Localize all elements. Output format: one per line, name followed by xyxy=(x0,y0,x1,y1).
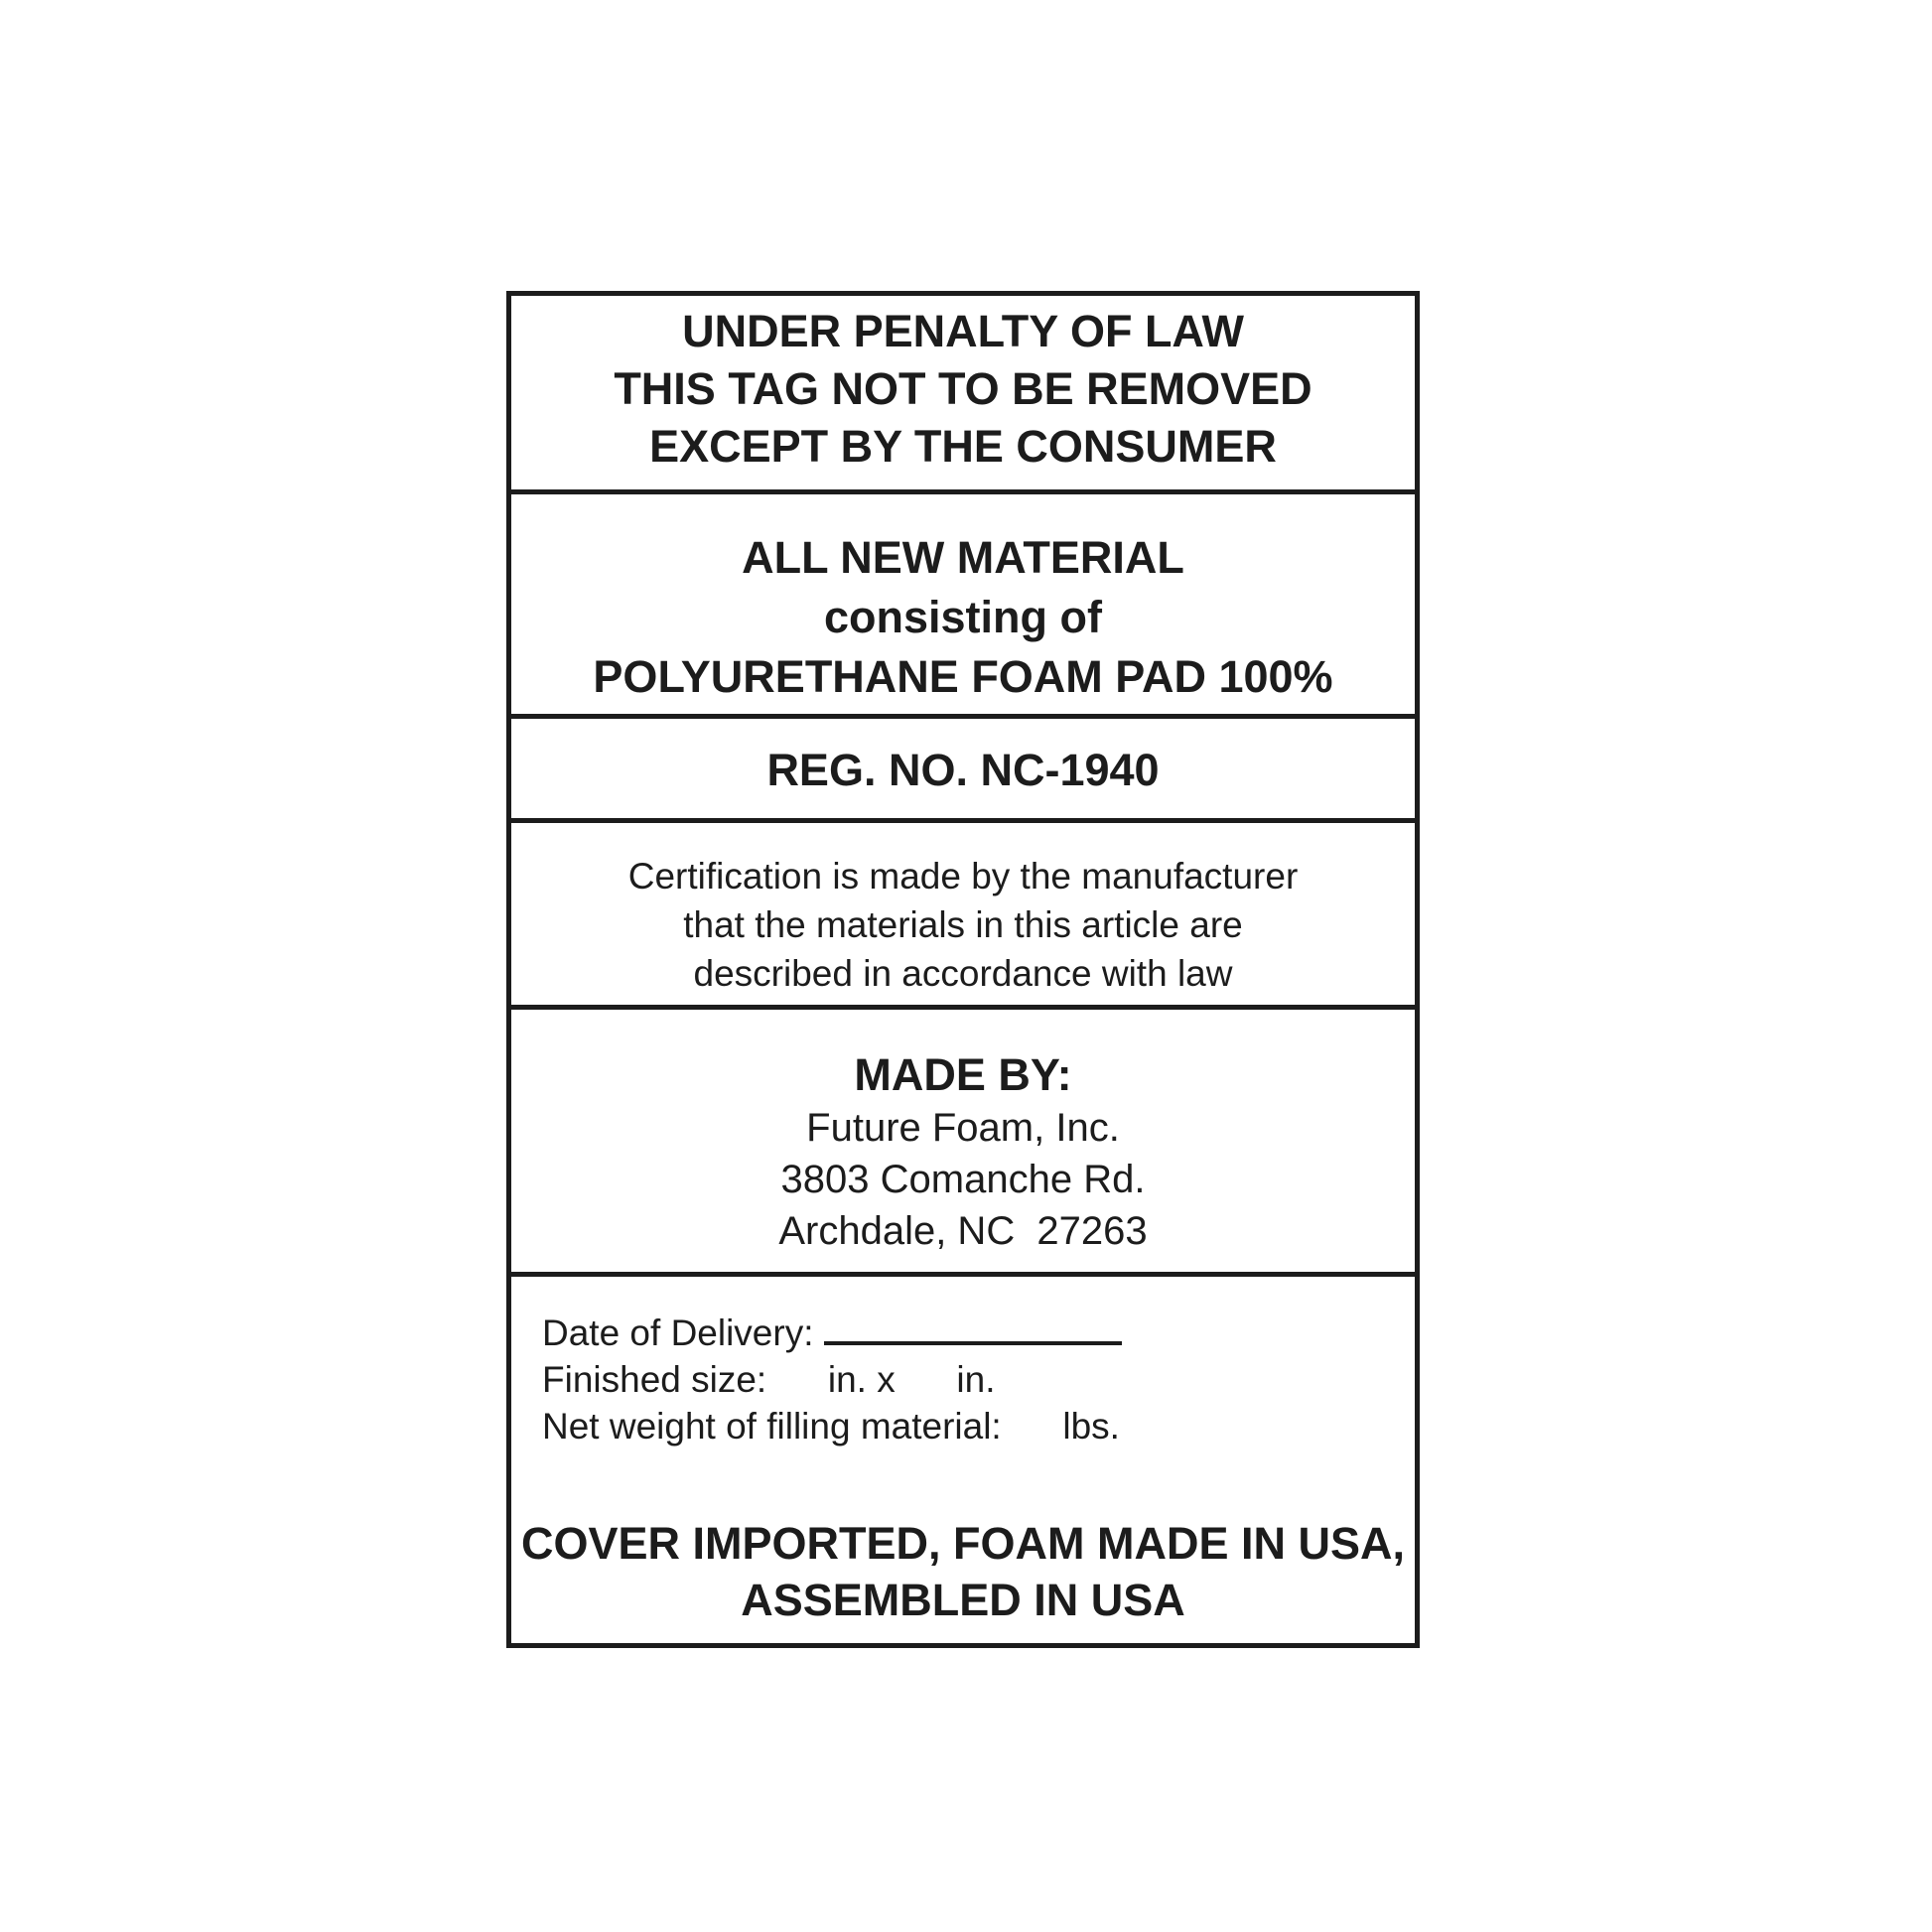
certification-line-1: Certification is made by the manufacturer xyxy=(627,856,1299,897)
penalty-line-1: UNDER PENALTY OF LAW xyxy=(682,306,1244,356)
date-of-delivery-row xyxy=(542,1308,1415,1356)
finished-size-row: Finished size: in. x in. xyxy=(542,1359,996,1400)
penalty-line-2: THIS TAG NOT TO BE REMOVED xyxy=(614,363,1312,414)
date-fill-in-line xyxy=(824,1308,1122,1345)
section-delivery-details xyxy=(511,1277,1415,1643)
material-line-2: consisting of xyxy=(824,592,1102,642)
manufacturer-street: 3803 Comanche Rd. xyxy=(780,1158,1146,1201)
penalty-line-3: EXCEPT BY THE CONSUMER xyxy=(649,421,1277,472)
material-line-1: ALL NEW MATERIAL xyxy=(742,532,1184,583)
origin-statement xyxy=(511,1515,1415,1628)
registration-number: REG. NO. NC-1940 xyxy=(766,745,1160,795)
made-by-heading: MADE BY: xyxy=(854,1049,1072,1100)
section-certification xyxy=(511,823,1415,1010)
material-line-3: POLYURETHANE FOAM PAD 100% xyxy=(593,651,1333,702)
section-made-by xyxy=(511,1010,1415,1277)
origin-line-1: COVER IMPORTED, FOAM MADE IN USA, xyxy=(520,1518,1406,1569)
delivery-fields xyxy=(511,1277,1415,1449)
origin-line-2: ASSEMBLED IN USA xyxy=(741,1575,1185,1625)
certification-line-2: that the materials in this article are xyxy=(683,904,1243,945)
manufacturer-city-state-zip: Archdale, NC 27263 xyxy=(778,1209,1148,1253)
section-material-contents xyxy=(511,494,1415,719)
section-registration-number xyxy=(511,719,1415,823)
date-of-delivery-label: Date of Delivery: xyxy=(542,1312,814,1353)
net-weight-row: Net weight of filling material: lbs. xyxy=(542,1406,1120,1447)
section-penalty-warning xyxy=(511,296,1415,494)
certification-line-3: described in accordance with law xyxy=(693,953,1233,994)
law-tag xyxy=(506,291,1420,1648)
manufacturer-name: Future Foam, Inc. xyxy=(806,1106,1120,1150)
